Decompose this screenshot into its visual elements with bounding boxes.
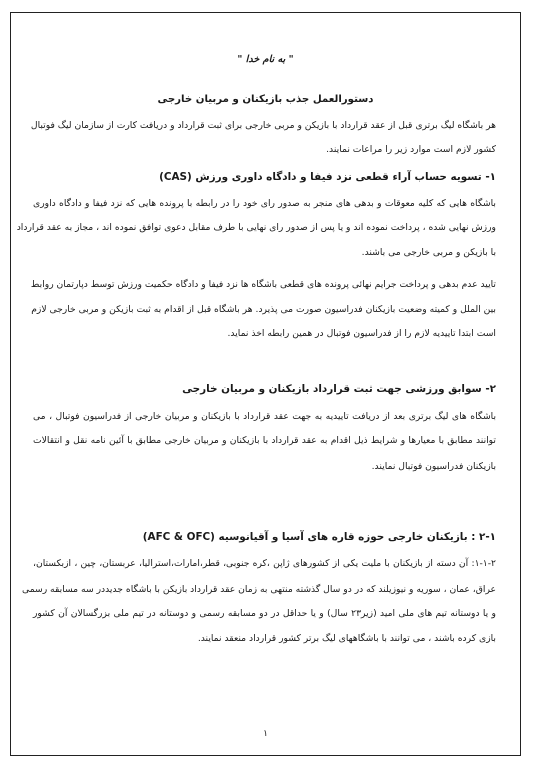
section-1-para-1-line-2: ورزش نهایی شده ، پرداخت نموده اند و یا پس از صدور رای نهایی با طرف مقابل دعوی توافق نموده اند ، مجاز به عقد قرارداد (16, 222, 496, 233)
section-2-para-1-line-2: توانند مطابق با معیارها و شرایط ذیل اقدام به عقد قرارداد با بازیکنان و مربیان خارجی مطابق با آئین نامه نقل و انتقالات (33, 435, 496, 446)
section-1-para-2-line-2: بین الملل و کمیته وضعیت بازیکنان فدراسیون صورت می پذیرد. هر باشگاه قبل از اقدام به ثبت بازیکن و مربی خارجی لازم (31, 304, 496, 315)
section-2-para-1-line-1: باشگاه های لیگ برتری بعد از دریافت تاییدیه به جهت عقد قرارداد با بازیکنان و مربیان خارجی از فدراسیون فوتبال ، می (33, 411, 496, 422)
section-2-1-para-1-line-1: ۱-۱-۲: آن دسته از بازیکنان با ملیت یکی از کشورهای ژاپن ،کره جنوبی، قطر،امارات،استرالیا، عربستان، چین ، ازبکستان، (33, 558, 496, 569)
section-1-para-1-line-1: باشگاه هایی که کلیه معوقات و بدهی های منجر به صدور رای خود را در رابطه با پرونده هایی که نزد فیفا و دادگاه داوری (33, 198, 496, 209)
section-2-1-para-1-line-3: و یا دوستانه تیم های ملی امید (زیر۲۳ سال) و یا حداقل در دو مسابقه رسمی و دوستانه در تیم ملی بزرگسالان آن کشور (33, 608, 496, 619)
document-title: دستورالعمل جذب بازیکنان و مربیان خارجی (157, 94, 374, 105)
section-2-1-para-1-line-4: بازی کرده باشند ، می توانند با باشگاههای لیگ برتر کشور قرارداد منعقد نمایند. (197, 633, 496, 644)
document-page (10, 12, 521, 756)
page-number: ۱ (263, 729, 268, 739)
section-2-para-1-line-3: بازیکنان فدراسیون فوتبال نمایند. (371, 461, 496, 472)
section-1-para-2-line-1: تایید عدم بدهی و پرداخت جرایم نهائی پرونده های قطعی باشگاه ها نزد فیفا و دادگاه حکمیت ورزش توسط دپارتمان روابط (30, 279, 496, 290)
section-1-heading: ۱- تسویه حساب آراء قطعی نزد فیفا و دادگاه داوری ورزش (CAS) (159, 171, 496, 183)
document-content (11, 13, 520, 755)
section-1-para-2-line-3: است ابتدا تاییدیه لازم را از فدراسیون فوتبال در همین رابطه اخذ نماید. (227, 328, 496, 339)
section-2-1-para-1-line-2: عراق، عمان ، سوریه و نیوزیلند که در دو سال گذشته منتهی به زمان عقد قرارداد بازیکن با باشگاه جدیددر سه مسابقه رسمی (22, 584, 496, 595)
section-2-heading: ۲- سوابق ورزشی جهت ثبت قرارداد بازیکنان و مربیان خارجی (182, 383, 496, 395)
intro-line-2: کشور لازم است موارد زیر را مراعات نمایند. (326, 144, 496, 155)
section-1-para-1-line-3: با بازیکن و مربی خارجی می باشند. (361, 247, 496, 258)
basmala: " به نام خدا " (237, 54, 294, 65)
section-2-1-heading: ۲-۱ : بازیکنان خارجی حوزه قاره های آسیا و آقیانوسیه (AFC & OFC) (142, 531, 496, 543)
intro-line-1: هر باشگاه لیگ برتری قبل از عقد قرارداد با بازیکن و مربی خارجی برای ثبت قرارداد و دریافت کارت از سازمان لیگ فوتبال (30, 120, 496, 131)
